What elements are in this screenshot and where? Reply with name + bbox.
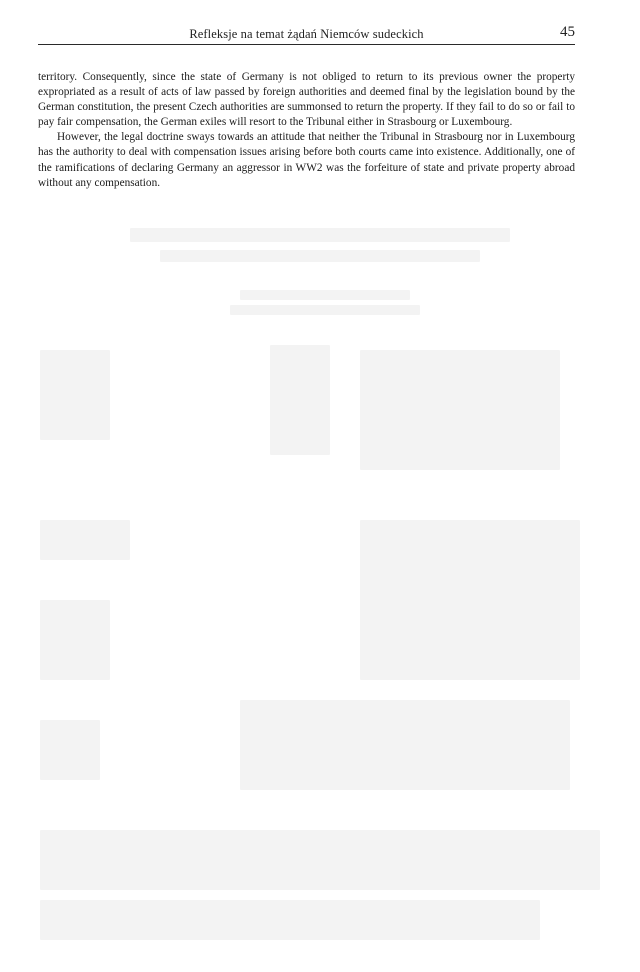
paragraph-1: territory. Consequently, since the state of Germany is not obliged to return to its previous owner the property expropriated as a result of acts of law passed by foreign authorities and deemed final by the legislation bound by the German constitution, the present Czech authorities are summonsed to return the property. If they fail to do so or fail to pay fair compensation, the German exiles will resort to the Tribunal either in Strasbourg or Luxembourg. bbox=[38, 71, 575, 129]
running-title: Refleksje na temat żądań Niemców sudeckich bbox=[189, 27, 424, 41]
page-number: 45 bbox=[560, 24, 575, 40]
running-header bbox=[38, 22, 575, 45]
body-text bbox=[38, 70, 575, 191]
paragraph-2: However, the legal doctrine sways towards an attitude that neither the Tribunal in Strasbourg nor in Luxembourg has the authority to deal with compensation issues arising before both courts came into existence. Additionally, one of the ramifications of declaring Germany an aggressor in WW2 was the forfeiture of state and private property abroad without any compensation. bbox=[38, 131, 575, 189]
